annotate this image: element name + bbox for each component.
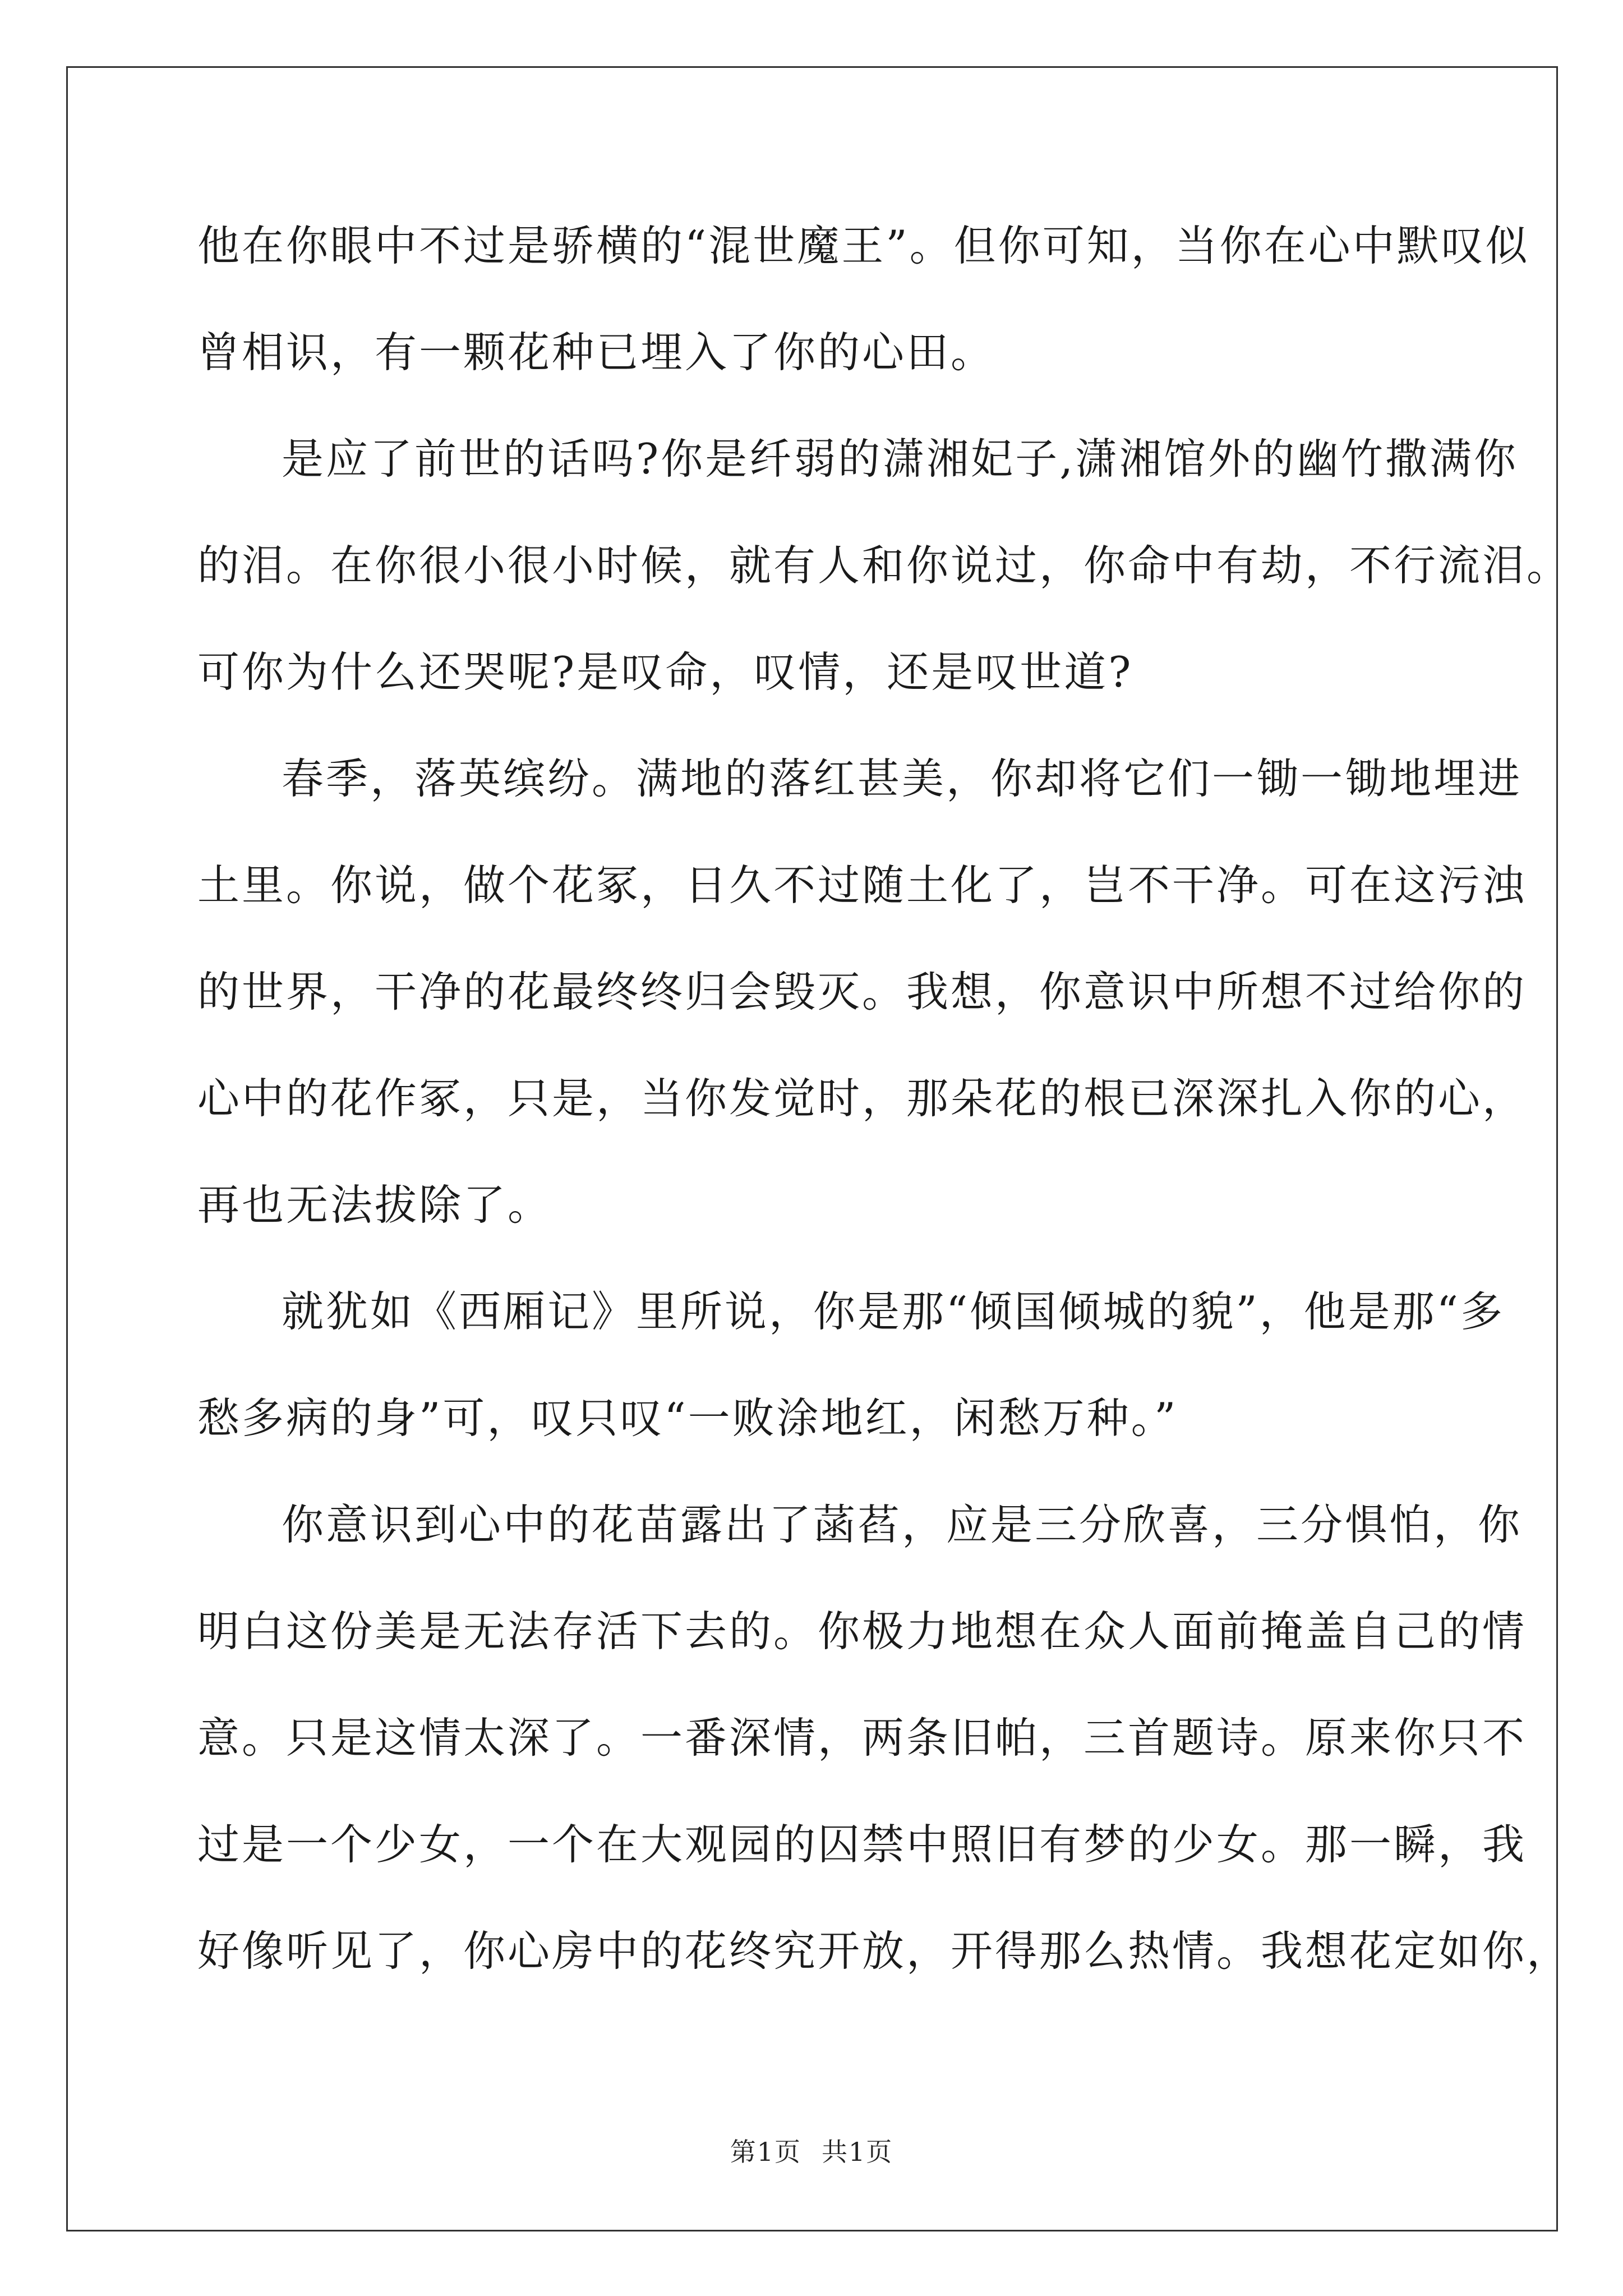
text-line: 心中的花作冢，只是，当你发觉时，那朵花的根已深深扎入你的心， (197, 1074, 1527, 1123)
page-footer (0, 2132, 1623, 2169)
page-total: 共1页 (822, 2137, 893, 2167)
text-line: 再也无法拔除了。 (197, 1180, 552, 1230)
text-line: 的世界，干净的花最终终归会毁灭。我想，你意识中所想不过给你的 (197, 967, 1527, 1016)
text-line: 愁多病的身”可，叹只叹“一败涂地红，闲愁万种。” (197, 1393, 1178, 1443)
text-line: 是应了前世的话吗?你是纤弱的潇湘妃子,潇湘馆外的幽竹撒满你 (282, 434, 1519, 484)
text-line: 曾相识，有一颗花种已埋入了你的心田。 (197, 328, 995, 377)
text-line: 的泪。在你很小很小时候，就有人和你说过，你命中有劫，不行流泪。 (197, 541, 1571, 590)
text-line: 好像听见了，你心房中的花终究开放，开得那么热情。我想花定如你， (197, 1926, 1571, 1976)
text-line: 明白这份美是无法存活下去的。你极力地想在众人面前掩盖自己的情 (197, 1607, 1527, 1656)
text-line: 就犹如《西厢记》里所说，你是那“倾国倾城的貌”，他是那“多 (282, 1287, 1505, 1336)
text-line: 土里。你说，做个花冢，日久不过随土化了，岂不干净。可在这污浊 (197, 861, 1527, 910)
text-line: 意。只是这情太深了。一番深情，两条旧帕，三首题诗。原来你只不 (197, 1713, 1527, 1763)
page-number: 第1页 (730, 2137, 801, 2167)
text-line: 可你为什么还哭呢?是叹命，叹情，还是叹世道? (197, 647, 1133, 697)
text-line: 你意识到心中的花苗露出了菡萏，应是三分欣喜，三分惧怕，你 (282, 1500, 1523, 1549)
text-line: 春季，落英缤纷。满地的落红甚美，你却将它们一锄一锄地埋进 (282, 754, 1523, 803)
text-line: 过是一个少女，一个在大观园的囚禁中照旧有梦的少女。那一瞬，我 (197, 1820, 1527, 1869)
text-line: 他在你眼中不过是骄横的“混世魔王”。但你可知，当你在心中默叹似 (197, 221, 1530, 270)
document-body (197, 212, 1571, 2024)
